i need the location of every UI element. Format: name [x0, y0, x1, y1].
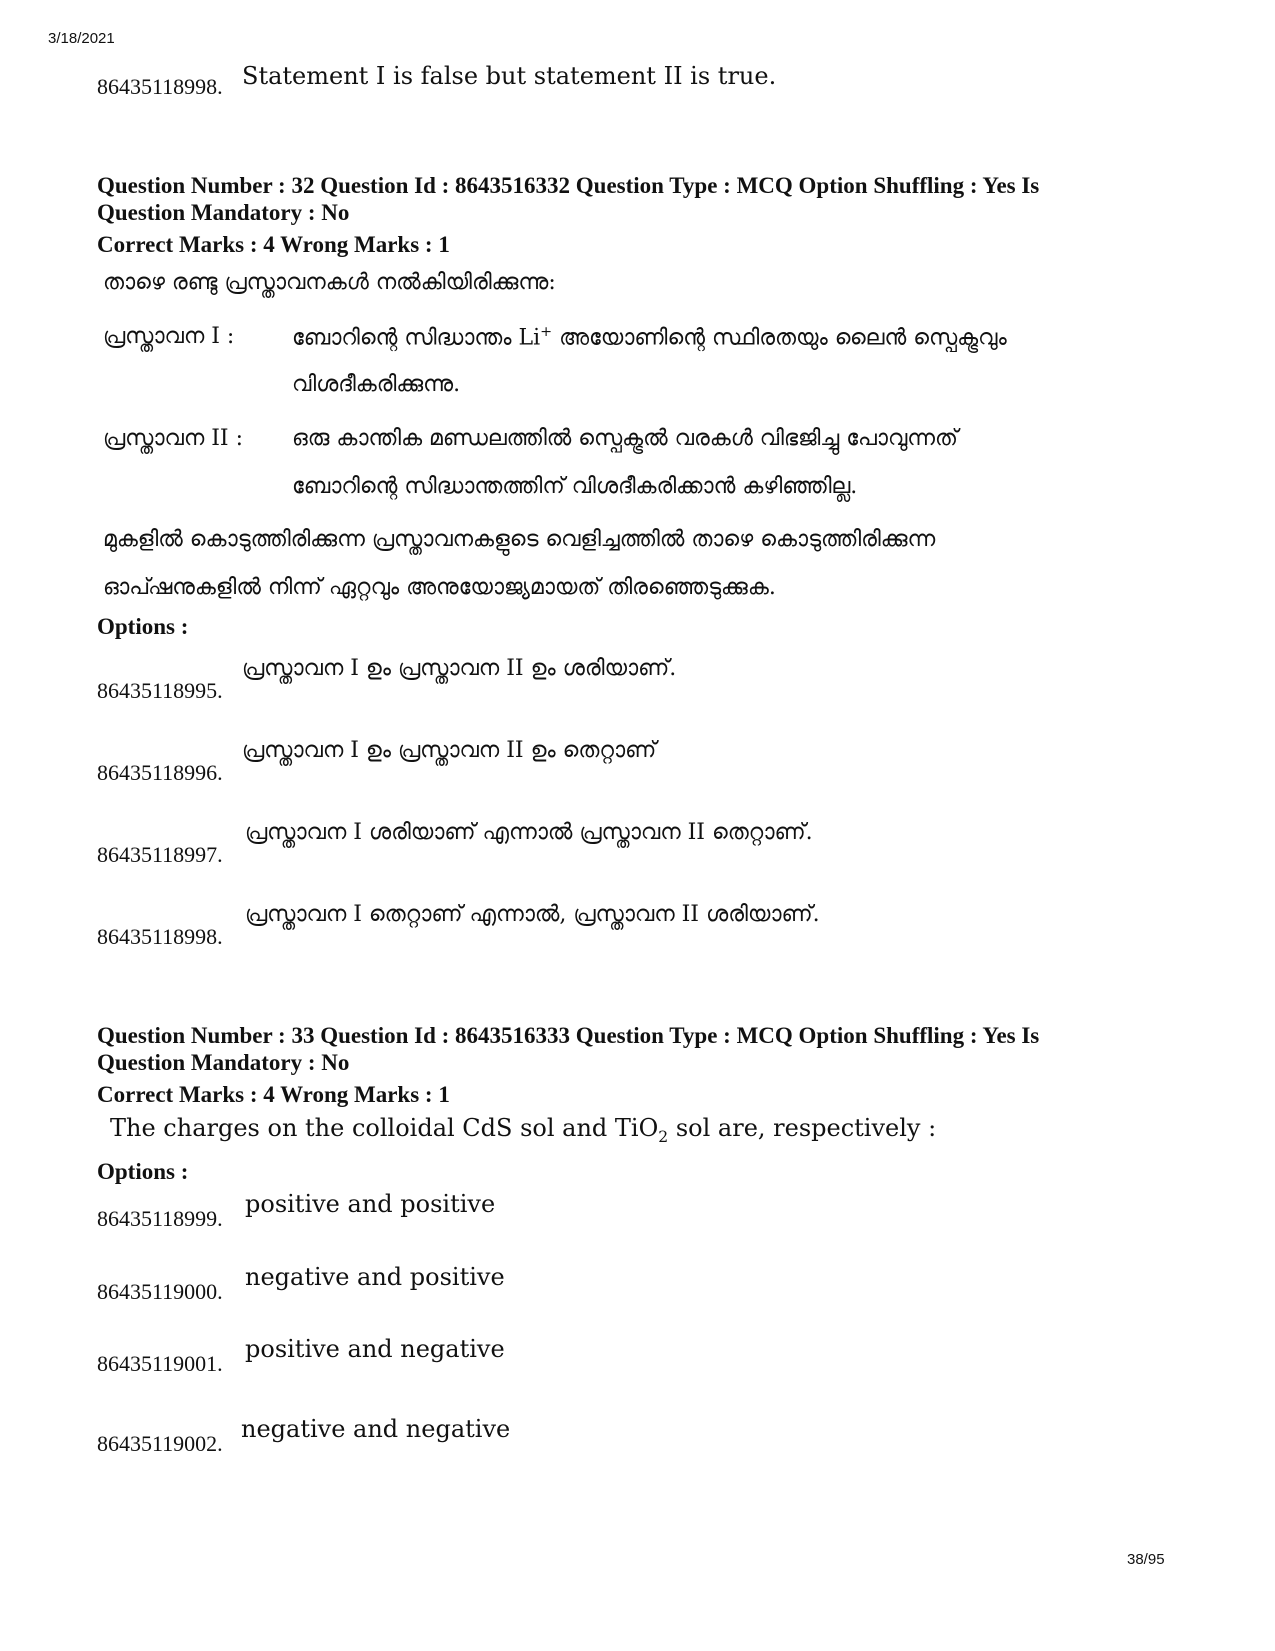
- page-number: 38/95: [1127, 1551, 1165, 1568]
- statement-1-line1: [292, 324, 1007, 350]
- option-id: 86435118997.: [97, 842, 223, 867]
- statement-2-label: പ്രസ്താവന II :: [103, 426, 244, 451]
- option-id: 86435118996.: [97, 760, 223, 785]
- option-id: 86435118998.: [97, 924, 223, 949]
- superscript-plus: +: [540, 324, 553, 340]
- question-intro: താഴെ രണ്ടു പ്രസ്താവനകൾ നൽകിയിരിക്കുന്നു:: [103, 270, 556, 295]
- statement-1-label: പ്രസ്താവന I :: [103, 324, 235, 349]
- option-id: 86435119000.: [97, 1279, 223, 1304]
- option-id: 86435119001.: [97, 1351, 223, 1376]
- option-text: പ്രസ്താവന I ഉം പ്രസ്താവന II ഉം തെറ്റാണ്: [242, 738, 657, 763]
- option-text: Statement I is false but statement II is true.: [242, 62, 777, 90]
- option-id: 86435118995.: [97, 678, 223, 703]
- question-text-b: sol are, respectively :: [668, 1114, 937, 1142]
- question-32-header: [97, 172, 1197, 226]
- statement-1-text-b: അയോണിന്റെ സ്ഥിരതയും ലൈൻ സ്പെക്ട്രവും: [552, 325, 1007, 351]
- option-text: പ്രസ്താവന I ശരിയാണ് എന്നാൽ പ്രസ്താവന II തെറ്റാണ്.: [245, 820, 813, 845]
- statement-1-line2: വിശദീകരിക്കുന്നു.: [292, 372, 461, 397]
- question-meta-line1: Question Number : 33 Question Id : 8643516333 Question Type : MCQ Option Shuffling : Yes Is: [97, 1023, 1040, 1048]
- option-id: 86435118999.: [97, 1206, 223, 1231]
- instruction-line1: മുകളിൽ കൊടുത്തിരിക്കുന്ന പ്രസ്താവനകളുടെ വെളിച്ചത്തിൽ താഴെ കൊടുത്തിരിക്കുന്ന: [103, 527, 936, 552]
- print-date: 3/18/2021: [48, 30, 115, 47]
- question-text: [110, 1114, 936, 1146]
- options-label: Options :: [97, 614, 189, 639]
- question-meta-line2: Question Mandatory : No: [97, 1050, 350, 1075]
- question-marks: Correct Marks : 4 Wrong Marks : 1: [97, 1082, 450, 1107]
- instruction-line2: ഓപ്ഷനുകളിൽ നിന്ന് ഏറ്റവും അനുയോജ്യമായത് തിരഞ്ഞെടുക്കുക.: [103, 575, 776, 600]
- option-text: പ്രസ്താവന I ഉം പ്രസ്താവന II ഉം ശരിയാണ്.: [242, 656, 677, 681]
- question-33-header: [97, 1022, 1197, 1076]
- question-text-a: The charges on the colloidal CdS sol and TiO: [110, 1114, 659, 1142]
- options-label: Options :: [97, 1159, 189, 1184]
- statement-1-text-a: ബോറിന്റെ സിദ്ധാന്തം Li: [292, 325, 541, 351]
- option-text: പ്രസ്താവന I തെറ്റാണ് എന്നാൽ, പ്രസ്താവന II ശരിയാണ്.: [245, 902, 820, 927]
- option-text: positive and negative: [245, 1335, 505, 1363]
- statement-2-line2: ബോറിന്റെ സിദ്ധാന്തത്തിന് വിശദീകരിക്കാൻ കഴിഞ്ഞില്ല.: [292, 474, 858, 499]
- option-id: 86435119002.: [97, 1431, 223, 1456]
- option-text: negative and negative: [241, 1415, 511, 1443]
- option-text: negative and positive: [245, 1263, 505, 1291]
- question-meta-line2: Question Mandatory : No: [97, 200, 350, 225]
- subscript-2: 2: [658, 1127, 669, 1146]
- option-id: 86435118998.: [97, 74, 223, 99]
- statement-2-line1: ഒരു കാന്തിക മണ്ഡലത്തിൽ സ്പെക്ട്രൽ വരകൾ വിഭജിച്ചു പോവുന്നത്: [292, 426, 958, 451]
- question-meta-line1: Question Number : 32 Question Id : 8643516332 Question Type : MCQ Option Shuffling : Yes Is: [97, 173, 1040, 198]
- question-marks: Correct Marks : 4 Wrong Marks : 1: [97, 232, 450, 257]
- option-text: positive and positive: [245, 1190, 496, 1218]
